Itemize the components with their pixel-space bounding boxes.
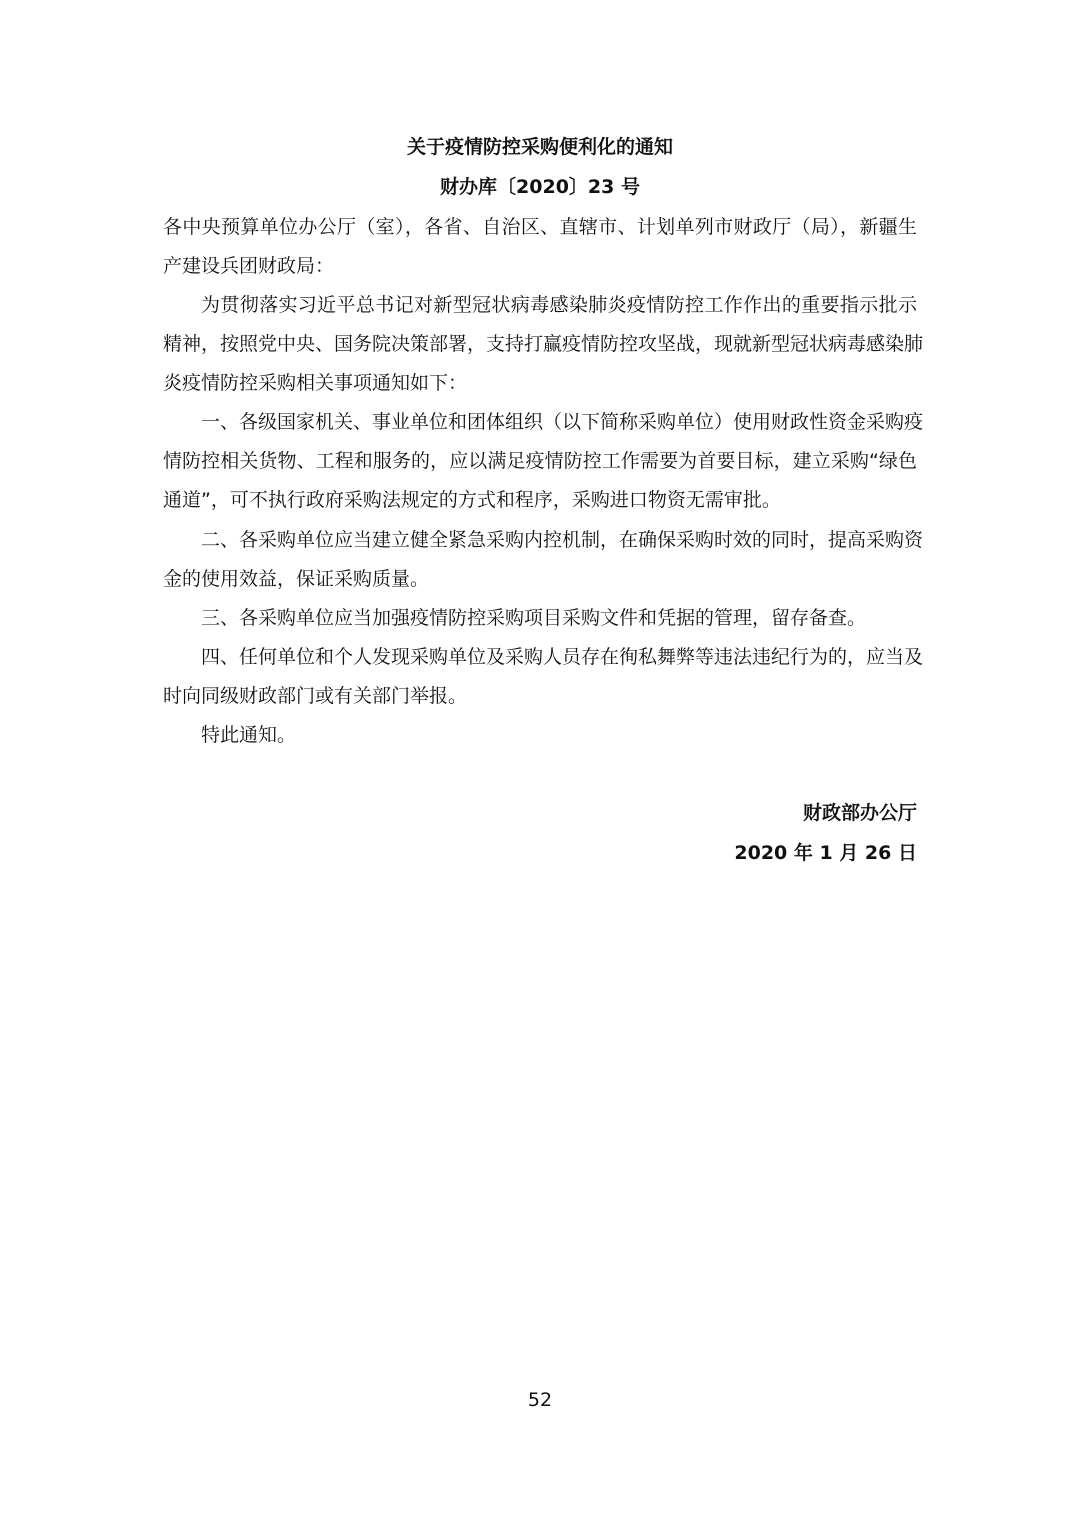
- paragraph-line: 通道”，可不执行政府采购法规定的方式和程序，采购进口物资无需审批。: [163, 489, 781, 511]
- paragraph-line: 为贯彻落实习近平总书记对新型冠状病毒感染肺炎疫情防控工作作出的重要指示批示: [201, 294, 917, 316]
- paragraph-line: 精神，按照党中央、国务院决策部署，支持打赢疫情防控攻坚战，现就新型冠状病毒感染肺: [163, 333, 924, 355]
- document-title: 关于疫情防控采购便利化的通知: [406, 136, 673, 158]
- page-number: 52: [527, 1389, 553, 1411]
- paragraph-line: 情防控相关货物、工程和服务的，应以满足疫情防控工作需要为首要目标，建立采购“绿色: [163, 450, 917, 472]
- document-number: 财办库〔2020〕23 号: [440, 176, 640, 198]
- salutation-line: 产建设兵团财政局：: [163, 255, 335, 277]
- paragraph-line: 二、各采购单位应当建立健全紧急采购内控机制，在确保采购时效的同时，提高采购资: [201, 529, 924, 551]
- issuer-signature: 财政部办公厅: [802, 802, 917, 824]
- paragraph-line: 金的使用效益，保证采购质量。: [163, 568, 430, 590]
- closing-line: 特此通知。: [201, 724, 297, 746]
- salutation-line: 各中央预算单位办公厅（室），各省、自治区、直辖市、计划单列市财政厅（局），新疆生: [163, 216, 917, 238]
- paragraph-line: 三、各采购单位应当加强疫情防控采购项目采购文件和凭据的管理，留存备查。: [201, 607, 867, 629]
- paragraph-line: 一、各级国家机关、事业单位和团体组织（以下简称采购单位）使用财政性资金采购疫: [201, 411, 924, 433]
- paragraph-line: 四、任何单位和个人发现采购单位及采购人员存在徇私舞弊等违法违纪行为的，应当及: [201, 646, 924, 668]
- paragraph-line: 时向同级财政部门或有关部门举报。: [163, 685, 468, 707]
- issue-date: 2020 年 1 月 26 日: [734, 842, 917, 864]
- paragraph-line: 炎疫情防控采购相关事项通知如下：: [163, 372, 468, 394]
